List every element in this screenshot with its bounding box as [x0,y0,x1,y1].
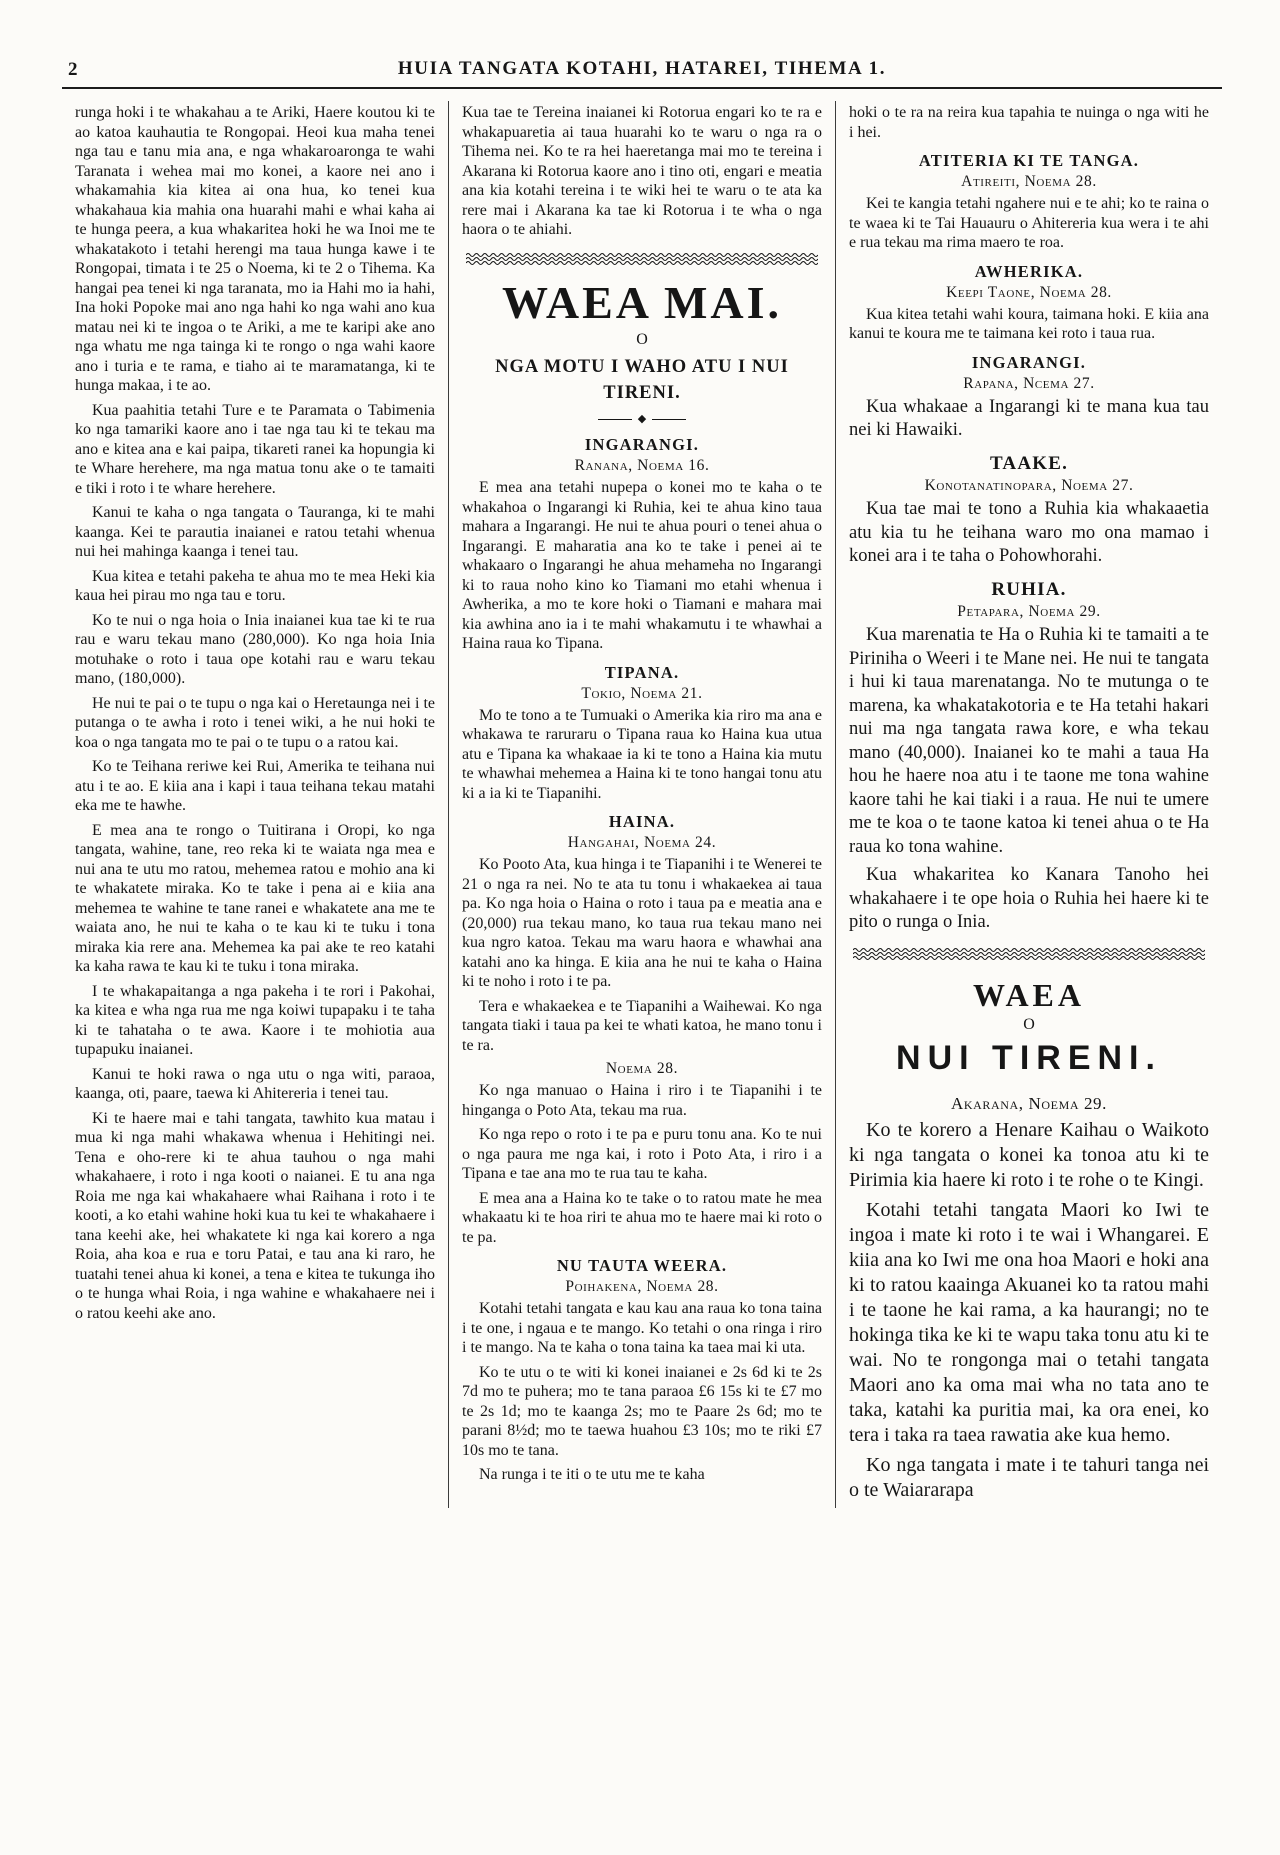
section-heading: HAINA. [608,812,676,832]
telegraph-section-subtitle: NGA MOTU I WAHO ATU I NUI TIRENI. [495,357,789,404]
article-paragraph: Kua paahitia tetahi Ture e te Paramata o Tabimenia ko nga tamariki kaore ano i tae nga tau ki te tekau ma ano e kitea ana e kai paipa, tikareti ranei ka hopungia ki te Whare herehere, ma nga matua tonu ake o te tamaiti e tiki i roto i te whare herehere. [75,401,435,497]
article-paragraph: Mo te tono a te Tumuaki o Amerika kia riro ma ana e whakawa te raruraru o Tipana raua ko Haina kua utua atu e Tipana ka whakaae ia ki te tono a Haina kia mutu te whawhai mehemea a Haina ki te tono hangai tonu atu ki a ia ki te Tiapanihi. [462,706,822,802]
newspaper-column-3 [835,101,1222,1508]
dateline: Tokio, Noema 21. [581,684,703,702]
dateline: Rapana, Ncema 27. [963,374,1095,392]
dateline: Noema 28. [605,1060,679,1078]
newspaper-column-2 [448,101,835,1508]
article-paragraph: Ko te korero a Henare Kaihau o Waikoto ki nga tangata o konei ka tonoa atu ki te Pirimia kia haere ki roto i te rohe o te Kingi. [849,1119,1209,1192]
divider-rule [598,419,632,420]
article-paragraph: Kua kitea e tetahi pakeha te ahua mo te mea Heki kia kaua hei pirau mo nga tau e toru. [75,567,435,604]
wavy-divider [853,947,1205,961]
page-header [62,58,1222,89]
dateline: Konotanatinopara, Noema 27. [924,477,1134,494]
page-number: 2 [68,59,78,80]
title-connector-o: O [1023,1016,1035,1034]
article-paragraph: hoki o te ra na reira kua tapahia te nuinga o nga witi he i hei. [849,104,1209,141]
article-paragraph: Ko te Teihana reriwe kei Rui, Amerika te teihana nui atu i te ao. E kiia ana i kapi i taua teihana tekau matahi eka me te hawhe. [75,758,435,814]
wavy-divider [466,252,818,266]
article-paragraph: E mea ana te rongo o Tuitirana i Oropi, ko nga tangata, wahine, tane, reo reka ki te waiata nga mea e nui ana te utu mo ratou, mehemea ratou e mohio ana ki te whakatete miraka. Ko te take i pena ai e kiia ana mehemea te wahine te tane ranei e whakatete ana me te waiata ano, he nui te kaha o te kau ki te tuku i tona miraka kia rere ana. Mehemea ka pai ake te reo katahi ka kaha rawa te kau ki te tuku i tona miraka. [75,821,435,975]
masthead: HUIA TANGATA KOTAHI, HATAREI, TIHEMA 1. [397,58,887,79]
divider-rule [652,419,686,420]
dateline: Poihakena, Noema 28. [565,1278,719,1296]
article-paragraph: Kotahi tetahi tangata Maori ko Iwi te ingoa i mate ki roto i te wai i Whangarei. E kiia ana ko Iwi me ona hoa Maori e hoki ana ki to ratou kaainga Akuanei ko ta ratou mahi i te taone he kai rama, a ka haurangi; no te hokinga tika ke ki te wapu taka tonu atu ki te wai. No te rongonga mai o tetahi tangata Maori ano ka oma mai wha no tata ano te taka, katahi ka puritia mai, ka ora enei, ko tera i taka ra taea rawatia ake kua hemo. [849,1199,1209,1447]
article-paragraph: Kotahi tetahi tangata e kau kau ana raua ko tona taina i te one, i ngaua e te mango. Ko tetahi o ona ringa i riro i te mango. Na te kaha o tona taina ka taea mai ki uta. [462,1300,822,1357]
section-heading: ATITERIA KI TE TANGA. [918,151,1140,170]
article-paragraph: Kua tae mai te tono a Ruhia kia whakaaetia atu kia tu he teihana waro mo ona mamao i konei ara i te taha o Pohowhorahi. [849,499,1209,566]
article-paragraph: Kanui te kaha o nga tangata o Tauranga, ki te mahi kaanga. Kei te parautia inaianei e ratou tetahi whenua nui hei mahinga kaanga i tenei tau. [75,504,435,560]
section-heading: RUHIA. [991,578,1067,600]
article-paragraph: Ko te utu o te witi ki konei inaianei e 2s 6d ki te 2s 7d mo te puhera; mo te tana paraoa £6 15s ki te £7 mo te 2s 1d; mo te kaanga 2s; mo te Paare 2s 6d; mo te parani 8½d; mo te taewa huahou £3 10s; mo te riki £7 10s mo te tana. [462,1363,822,1459]
diamond-icon: ◆ [637,413,647,426]
section-heading: AWHERIKA. [974,261,1084,281]
dateline: Hangahai, Noema 24. [567,834,717,852]
article-paragraph: Kua kitea tetahi wahi koura, taimana hoki. E kiia ana kanui te koura me te taimana kei roto i taua rua. [849,305,1209,342]
article-paragraph: Ko te nui o nga hoia o Inia inaianei kua tae ki te rua rau e waru tekau mano (280,000). Ko nga hoia Inia motuhake o roto i taua ope kotahi rau e waru tekau mano, (180,000). [75,611,435,687]
dateline: Petapara, Noema 29. [957,603,1101,620]
article-paragraph: runga hoki i te whakahau a te Ariki, Haere koutou ki te ao katoa kauhautia te Rongopai. Heoi kua maha tenei nga tau e tanu mia ana, e nga whakaroaronga te wahi Taranata i wehea mai mo konei, a kaore nei ano i whakamahia kia kitea ai ona hua, ko tenei kua whakahaua kia mahia ona huarahi mahi e whai kaha ai te hunga peera, a kua whakaritea hoki he wa Inoi me te whakatakoto i tetahi herengi ma taua hunga kawe i te Rongopai, timata i te 25 o Noema, ki te 2 o Tihema. Ka hangai pea tenei ki nga taranata, mo ia Hahi mo ia hahi, Ina hoki Popoke mai ano nga hahi ko nga wahi ano kua matau nei ki te ingoa o te Ariki, a me te karipi ake ano nga whatu me nga tainga ki te rongo o nga wahi kaore ano i turia e te rama, e tiaho ai te maramatanga, ki te hunga makaa, i te ao. [75,104,435,394]
telegraph-section-title: WAEA MAI. [501,276,783,328]
article-paragraph: E mea ana a Haina ko te take o to ratou mate he mea whakaatu ki te hoa riri te ahua mo te haere mai ki roto o te pa. [462,1189,822,1246]
article-paragraph: Kanui te hoki rawa o nga utu o nga witi, paraoa, kaanga, oti, paare, taewa ki Ahitereria i tenei tau. [75,1065,435,1102]
article-paragraph: Ko Pooto Ata, kua hinga i te Tiapanihi i te Wenerei te 21 o nga ra nei. No te ata tu tonu i whakaekea ai taua pa. Ko nga hoia o Haina o roto i taua pa e meatia ana e (20,000) rua tekau mano, ko taua rua tekau mano nei kua ngro katoa. Tekau ma waru haora e whawhai ana katahi ano ka hinga. E kiia ana he nui te kaha o Haina ki te noho i roto i te pa. [462,856,822,991]
section-heading: INGARANGI. [584,435,700,455]
article-paragraph: Tera e whakaekea e te Tiapanihi a Waihewai. Ko nga tangata tiaki i taua pa kei te whati katoa, he mano tonu i te ra. [462,997,822,1054]
section-heading: NU TAUTA WEERA. [556,1256,728,1276]
article-paragraph: Na runga i te iti o te utu me te kaha [479,1466,705,1484]
article-paragraph: Ko nga tangata i mate i te tahuri tanga nei o te Waiararapa [849,1454,1209,1502]
article-paragraph: Kua tae te Tereina inaianei ki Rotorua engari ko te ra e whakapuaretia ai taua huarahi ko te waru o nga ra o Tihema nei. Ko te ra hei haeretanga mai mo te tereina i Akarana ki Rotorua kaore ano i tino oti, engari e meatia ana kia kotahi tereina i te wiki hei te waru o te ata ka rere mai i Akarana ka tae ki Rotorua i te wha o nga haora o te ahiahi. [462,104,822,238]
telegraph-section-title: WAEA [972,976,1085,1013]
diamond-divider [462,414,822,425]
dateline: Atireiti, Noema 28. [961,173,1097,190]
article-paragraph: E mea ana tetahi nupepa o konei mo te kaha o te whakahoa o Ingarangi ki Ruhia, kei te ahua kino taua mahara a Ingarangi. He nui te ahua pouri o tenei ahua o Ingarangi. E maharatia ana ko te take i penei ai te whakaaro o Ingarangi he ahua mehameha no Ingarangi ki to raua noho kino ko Tiamani mo etahi whenua i Awherika, a mo te kore hoki o Tiamani e mahara mai kia awhina ano ia i te mahi whakamutu i te whawhai a Haina raua ko Tipana. [462,479,822,653]
dateline: Akarana, Noema 29. [950,1093,1108,1113]
telegraph-section-subtitle: NUI TIRENI. [896,1039,1162,1078]
section-heading: TIPANA. [604,662,680,682]
newspaper-column-1 [62,101,448,1508]
section-heading: INGARANGI. [971,352,1087,372]
section-heading: TAAKE. [989,452,1069,474]
article-paragraph: Ko nga repo o roto i te pa e puru tonu ana. Ko te nui o nga paura me nga kai, i roto i Poto Ata, i riro i a Tipana e tae ana mo te rua tau te kaha. [462,1126,822,1183]
article-paragraph: He nui te pai o te tupu o nga kai o Heretaunga nei i te putanga o te awha i roto i tenei wiki, a he nui hoki te koa o nga tangata mo te pai o te tupu o a ratou kai. [75,694,435,751]
article-paragraph: Kua marenatia te Ha o Ruhia ki te tamaiti a te Piriniha o Weeri i te Mane nei. He nui te tangata i hui ki taua marenatanga. No te mutunga o te marena, ka whakatakotoria e te Ha tetahi hakari nui ma nga tangata rawa kore, e wha tekau mano (40,000). Inaianei ko te mahi a taua Ha hou he haere noa atu i te taone me tona wahine kaore tahi he kai tiaki i a raua. He nui te umere me te koa o te taone katoa ki tenei ahua o te Ha raua ko tona wahine. [849,625,1209,857]
article-paragraph: Ki te haere mai e tahi tangata, tawhito kua matau i mua ki nga mahi whakawa whenua i Hehitingi nei. Tena e oho-rere ki te ahua tauhou o nga mahi whakahaere, i roto i nga kooti o naianei. E tu ana nga Roia me nga kai whakahaere whai Raihana i roto i te kooti, a ko etahi wahine hoki kua tu kei te whakahaere i tana keehi ake, hei whakatete ki nga kai korero a nga Roia, aha koa e rua e toru Patai, e tau ana ki raro, he tuatahi tenei ahua ki konei, a tena e kitea te tukunga iho o te hunga whai Roia, i nga wahine e whakahaere nei i o ratou keehi ake ano. [75,1109,435,1322]
title-connector-o: O [636,331,648,349]
article-paragraph: Kua whakaritea ko Kanara Tanoho hei whakahaere i te ope hoia o Ruhia hei haere ki te pito o runga o Inia. [849,865,1209,932]
dateline: Keepi Taone, Noema 28. [946,283,1112,301]
article-paragraph: I te whakapaitanga a nga pakeha i te rori i Pakohai, ka kitea e wha nga rua me nga koiwi tupapaku i te taha ki te tahataha o te awa. Kaore i te mohiotia aua tupapuku inaianei. [75,982,435,1058]
article-paragraph: Ko nga manuao o Haina i riro i te Tiapanihi i te hinganga o Poto Ata, tekau ma rua. [462,1082,822,1119]
article-paragraph: Kei te kangia tetahi ngahere nui e te ahi; ko te raina o te waea ki te Tai Hauauru o Ahitereria kua wera i te ahi e rua tekau ma rima maero te roa. [849,195,1209,251]
columns-area [62,101,1222,1508]
dateline: Ranana, Noema 16. [574,457,710,475]
article-paragraph: Kua whakaae a Ingarangi ki te mana kua tau nei ki Hawaiki. [849,396,1209,440]
